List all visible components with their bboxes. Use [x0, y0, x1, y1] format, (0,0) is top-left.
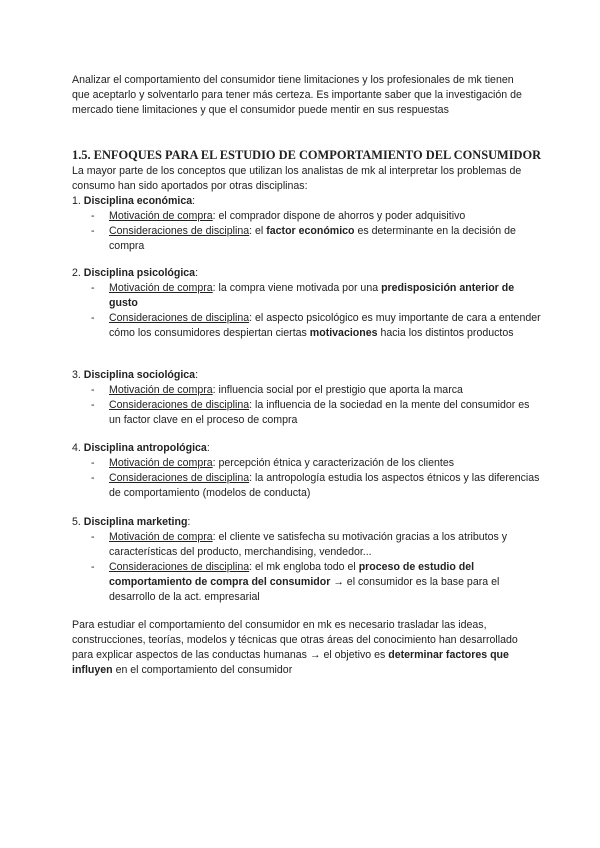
- discipline-number: 3.: [72, 369, 81, 381]
- considerations-item: [72, 224, 542, 254]
- considerations-emphasis: proceso de estudio del comportamiento de compra del consumidor: [109, 561, 475, 588]
- considerations-label: Consideraciones de disciplina: [109, 399, 250, 411]
- considerations-text-end: es determinante en la decisión de compra: [109, 225, 516, 252]
- dash-bullet: -: [91, 384, 95, 396]
- considerations-emphasis: factor económico: [266, 225, 355, 237]
- motivation-item: [72, 383, 542, 398]
- considerations-text: : el: [249, 225, 267, 237]
- dash-bullet: -: [91, 399, 95, 411]
- considerations-item: [72, 560, 542, 605]
- dash-bullet: -: [91, 472, 95, 484]
- discipline-economic: [72, 194, 542, 254]
- considerations-label: Consideraciones de disciplina: [109, 225, 250, 237]
- motivation-label: Motivación de compra: [109, 282, 213, 294]
- considerations-label: Consideraciones de disciplina: [109, 472, 250, 484]
- conclusion-text-end: en el comportamiento del consumidor: [112, 664, 293, 676]
- considerations-emphasis: motivaciones: [309, 327, 378, 339]
- considerations-item: [72, 398, 542, 428]
- considerations-text: : la antropología estudia los aspectos étnicos y las diferencias de comportamiento (modelos de conducta): [109, 472, 540, 499]
- dash-bullet: -: [91, 531, 95, 543]
- dash-bullet: -: [91, 282, 95, 294]
- conclusion-text: Para estudiar el comportamiento del consumidor en mk es necesario trasladar las ideas, construcciones, teorías, modelos y técnicas que otras áreas del conocimiento han desarrollado para explicar aspectos de las conductas humanas → el objetivo es: [72, 619, 518, 661]
- motivation-item: [72, 281, 542, 311]
- dash-bullet: -: [91, 210, 95, 222]
- dash-bullet: -: [91, 561, 95, 573]
- considerations-text: : el mk engloba todo el: [249, 561, 359, 573]
- considerations-text: : la influencia de la sociedad en la mente del consumidor es un factor clave en el proceso de compra: [109, 399, 530, 426]
- motivation-item: [72, 456, 542, 471]
- considerations-item: [72, 311, 542, 341]
- discipline-title: 5. Disciplina marketing:: [72, 516, 191, 528]
- discipline-number: 4.: [72, 442, 81, 454]
- discipline-name: Disciplina psicológica: [83, 267, 196, 279]
- discipline-number: 2.: [72, 267, 81, 279]
- dash-bullet: -: [91, 225, 95, 237]
- dash-bullet: -: [91, 312, 95, 324]
- section-lead: La mayor parte de los conceptos que utilizan los analistas de mk al interpretar los problemas de consumo han sido aportados por otras disciplinas:: [72, 165, 522, 192]
- discipline-title: 2. Disciplina psicológica:: [72, 267, 199, 279]
- dash-bullet: -: [91, 457, 95, 469]
- discipline-name: Disciplina sociológica: [83, 369, 196, 381]
- considerations-label: Consideraciones de disciplina: [109, 312, 250, 324]
- motivation-label: Motivación de compra: [109, 384, 213, 396]
- motivation-text: : la compra viene motivada por una: [212, 282, 382, 294]
- motivation-text: : el cliente ve satisfecha su motivación gracias a los atributos y características del producto, merchandising, vendedor...: [109, 531, 508, 558]
- considerations-text-end: hacia los distintos productos: [377, 327, 514, 339]
- considerations-text: : el aspecto psicológico es muy importante de cara a entender cómo los consumidores despiertan ciertas: [109, 312, 541, 339]
- conclusion-paragraph: [72, 618, 540, 678]
- section-heading: 1.5. ENFOQUES PARA EL ESTUDIO DE COMPORTAMIENTO DEL CONSUMIDOR: [72, 148, 542, 162]
- considerations-item: [72, 471, 542, 501]
- discipline-title: 1. Disciplina económica:: [72, 195, 196, 207]
- discipline-title: 4. Disciplina antropológica:: [72, 442, 210, 454]
- motivation-text: : el comprador dispone de ahorros y poder adquisitivo: [212, 210, 466, 222]
- motivation-label: Motivación de compra: [109, 531, 213, 543]
- discipline-number: 1.: [72, 195, 81, 207]
- considerations-text-end: → el consumidor es la base para el desarrollo de la act. empresarial: [109, 576, 500, 603]
- conclusion-emphasis: determinar factores que influyen: [72, 649, 509, 676]
- discipline-sociological: [72, 368, 542, 428]
- motivation-text: : influencia social por el prestigio que aporta la marca: [212, 384, 463, 396]
- motivation-label: Motivación de compra: [109, 457, 213, 469]
- discipline-anthropological: [72, 441, 542, 501]
- motivation-label: Motivación de compra: [109, 210, 213, 222]
- motivation-text: : percepción étnica y caracterización de los clientes: [212, 457, 455, 469]
- considerations-label: Consideraciones de disciplina: [109, 561, 250, 573]
- discipline-marketing: [72, 515, 542, 605]
- discipline-psychological: [72, 266, 542, 341]
- discipline-title: 3. Disciplina sociológica:: [72, 369, 199, 381]
- discipline-number: 5.: [72, 516, 81, 528]
- intro-paragraph: Analizar el comportamiento del consumidor tiene limitaciones y los profesionales de mk tienen que aceptarlo y solventarlo para tener más certeza. Es importante saber que la investigación de mercado tiene limitaciones y que el consumidor puede mentir en sus respuestas: [72, 74, 522, 116]
- discipline-name: Disciplina marketing: [83, 516, 188, 528]
- motivation-emphasis: predisposición anterior de gusto: [109, 282, 515, 309]
- discipline-name: Disciplina económica: [83, 195, 193, 207]
- motivation-item: [72, 209, 542, 224]
- discipline-name: Disciplina antropológica: [83, 442, 207, 454]
- motivation-item: [72, 530, 542, 560]
